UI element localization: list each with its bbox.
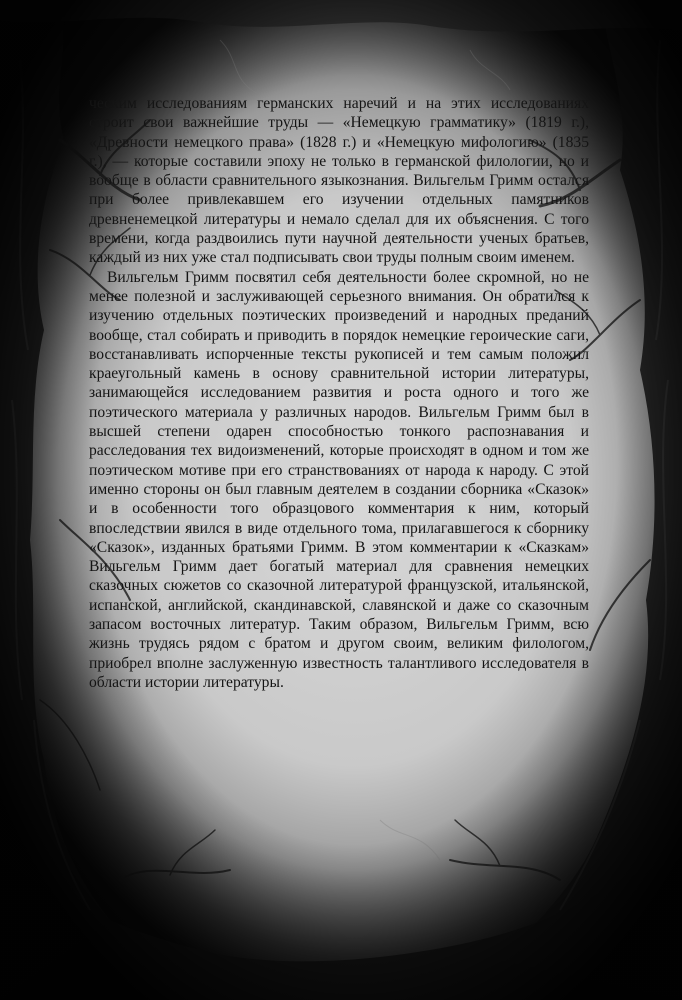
paragraph-1: ческим исследованиям германских наречий и на этих исследованиях строит свои важнейшие труды — «Немецкую грамматику» (1819 г.), «Древности немецкого права» (1828 г.) и «Немецкую мифологию» (1835 г.), — которые составили эпоху не только в германской филологии, но и вообще в области сравнительного языкознания. Вильгельм Гримм остался при более привлекавшем его изучении отдельных памятников древненемецкой литературы и немало сделал для их объяснения. С того времени, когда раздвоились пути научной деятельности ученых братьев, каждый из них уже стал подписывать свои труды полным своим именем.: [89, 95, 589, 267]
body-text: [89, 94, 589, 692]
paragraph-2: Вильгельм Гримм посвятил себя деятельности более скромной, но не менее полезной и заслуживающей серьезного внимания. Он обратился к изучению отдельных поэтических произведений и народных преданий вообще, стал собирать и приводить в порядок немецкие героические саги, восстанавливать испорченные тексты рукописей и тем самым положил краеугольный камень в основу сравнительной истории литературы, занимающейся исследованием развития и роста одного и того же поэтического материала у различных народов. Вильгельм Гримм был в высшей степени одарен способностью тонкого распознавания и расследования тех видоизменений, которые происходят в одном и том же поэтическом мотиве при его странствованиях от народа к народу. С этой именно стороны он был главным деятелем в создании сборника «Сказок» и в особенности того образцового комментария к ним, который впоследствии явился в виде отдельного тома, прилагавшегося к сборнику «Сказок», изданных братьями Гримм. В этом комментарии к «Сказкам» Вильгельм Гримм дает богатый материал для сравнения немецких сказочных сюжетов со сказочной литературой французской, итальянской, испанской, английской, скандинавской, славянской и даже со сказочным запасом восточных литератур. Таким образом, Вильгельм Гримм, всю жизнь трудясь рядом с братом и другом своим, великим филологом, приобрел вполне заслуженную известность талантливого исследователя в области истории литературы.: [89, 268, 589, 691]
